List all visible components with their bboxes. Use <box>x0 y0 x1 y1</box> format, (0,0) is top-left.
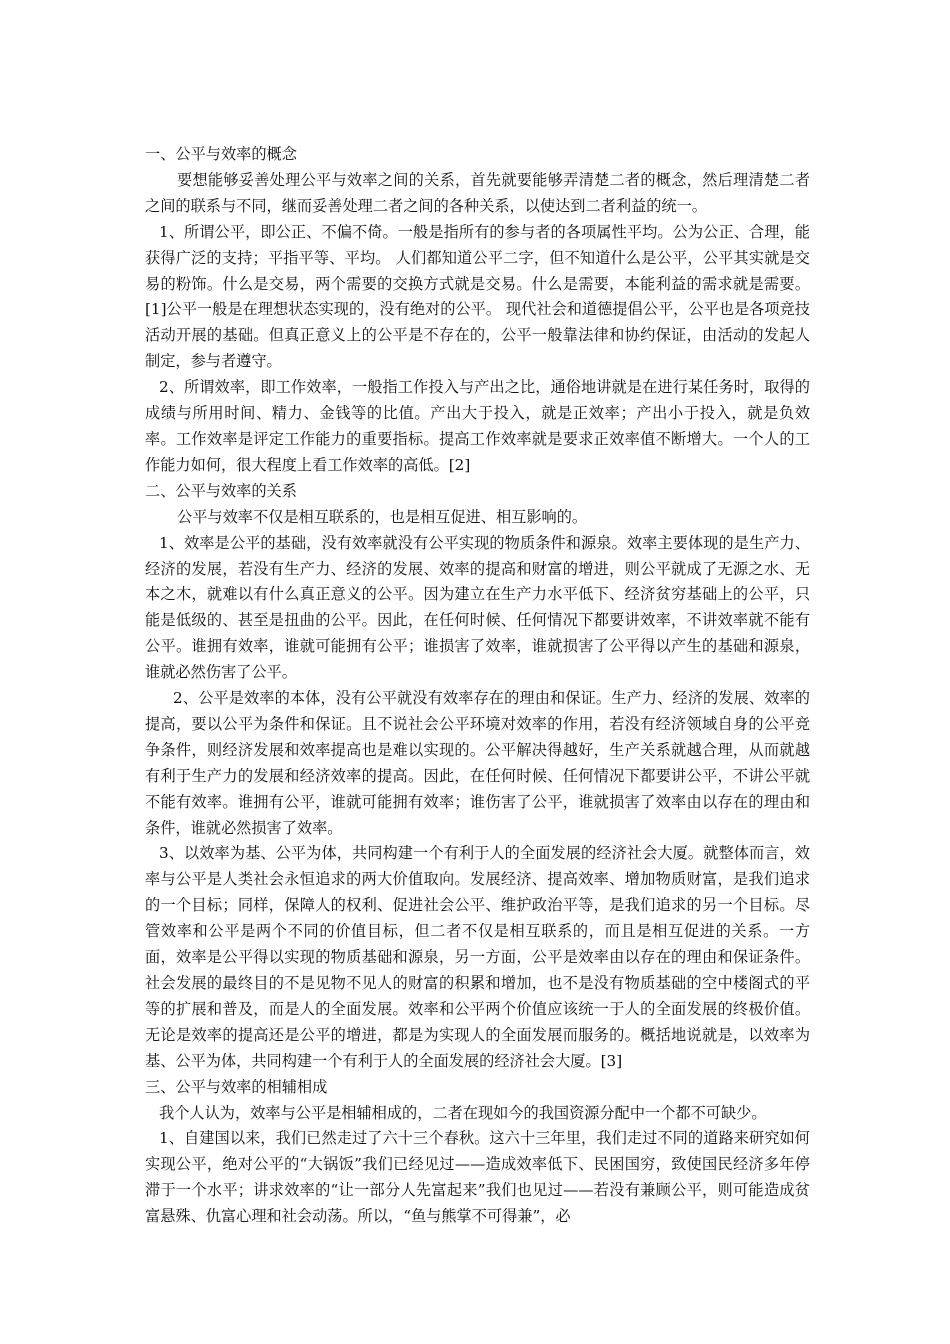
section-heading-2: 二、公平与效率的关系 <box>145 481 297 500</box>
document-body <box>145 142 810 1230</box>
paragraph-opinion: 我个人认为，效率与公平是相辅相成的，二者在现如今的我国资源分配中一个都不可缺少。 <box>159 1103 767 1122</box>
paragraph-efficiency-definition: 2、所谓效率，即工作效率，一般指工作投入与产出之比，通俗地讲就是在进行某任务时，取得的成绩与所用时间、精力、金钱等的比值。产出大于投入，就是正效率；产出小于投入，就是负效率。工作效率是评定工作能力的重要指标。提高工作效率就是要求正效率值不断增大。一个人的工作能力如何，很大程度上看工作效率的高低。[2] <box>145 378 810 474</box>
paragraph-relation-3: 3、以效率为基、公平为体，共同构建一个有利于人的全面发展的经济社会大厦。就整体而言，效率与公平是人类社会永恒追求的两大价值取向。发展经济、提高效率、增加物质财富，是我们追求的一个目标；同样，保障人的权利、促进社会公平、维护政治平等，是我们追求的另一个目标。尽管效率和公平是两个不同的价值目标，但二者不仅是相互联系的，而且是相互促进的关系。一方面，效率是公平得以实现的物质基础和源泉，另一方面，公平是效率由以存在的理由和保证条件。社会发展的最终目的不是见物不见人的财富的积累和增加，也不是没有物质基础的空中楼阁式的平等的扩展和普及，而是人的全面发展。效率和公平两个价值应该统一于人的全面发展的终极价值。无论是效率的提高还是公平的增进，都是为实现人的全面发展而服务的。概括地说就是，以效率为基、公平为体，共同构建一个有利于人的全面发展的经济社会大厦。[3] <box>145 844 810 1070</box>
section-heading-3: 三、公平与效率的相辅相成 <box>145 1077 328 1096</box>
paragraph-relation-intro: 公平与效率不仅是相互联系的，也是相互促进、相互影响的。 <box>177 507 588 526</box>
paragraph-history: 1、自建国以来，我们已然走过了六十三个春秋。这六十三年里，我们走过不同的道路来研究如何实现公平，绝对公平的“大锅饭”我们已经见过——造成效率低下、民困国穷，致使国民经济多年停滞于一个水平；讲求效率的“让一部分人先富起来”我们也见过——若没有兼顾公平，则可能造成贫富悬殊、仇富心理和社会动荡。所以，“鱼与熊掌不可得兼”，必 <box>145 1129 810 1226</box>
paragraph-intro: 要想能够妥善处理公平与效率之间的关系，首先就要能够弄清楚二者的概念，然后理清楚二者之间的联系与不同，继而妥善处理二者之间的各种关系，以使达到二者利益的统一。 <box>145 170 810 215</box>
paragraph-relation-2: 2、公平是效率的本体，没有公平就没有效率存在的理由和保证。生产力、经济的发展、效率的提高，要以公平为条件和保证。且不说社会公平环境对效率的作用，若没有经济领域自身的公平竞争条件，则经济发展和效率提高也是难以实现的。公平解决得越好，生产关系就越合理，从而就越有利于生产力的发展和经济效率的提高。因此，在任何时候、任何情况下都要讲公平，不讲公平就不能有效率。谁拥有公平，谁就可能拥有效率；谁伤害了公平，谁就损害了效率由以存在的理由和条件，谁就必然损害了效率。 <box>145 689 810 837</box>
section-heading-1: 一、公平与效率的概念 <box>145 145 297 163</box>
paragraph-fairness-definition: 1、所谓公平，即公正、不偏不倚。一般是指所有的参与者的各项属性平均。公为公正、合理，能获得广泛的支持；平指平等、平均。 人们都知道公平二字，但不知道什么是公平，公平其实就是交易的粉饰。什么是交易，两个需要的交换方式就是交易。什么是需要，本能利益的需求就是需要。[1]公平一般是在理想状态实现的，没有绝对的公平。 现代社会和道德提倡公平，公平也是各项竞技活动开展的基础。但真正意义上的公平是不存在的，公平一般靠法律和协约保证，由活动的发起人制定，参与者遵守。 <box>145 222 810 371</box>
paragraph-relation-1: 1、效率是公平的基础，没有效率就没有公平实现的物质条件和源泉。效率主要体现的是生产力、经济的发展，若没有生产力、经济的发展、效率的提高和财富的增进，则公平就成了无源之水、无本之木，就难以有什么真正意义的公平。因为建立在生产力水平低下、经济贫穷基础上的公平，只能是低级的、甚至是扭曲的公平。因此，在任何时候、任何情况下都要讲效率，不讲效率就不能有公平。谁拥有效率，谁就可能拥有公平；谁损害了效率，谁就损害了公平得以产生的基础和源泉，谁就必然伤害了公平。 <box>145 533 810 682</box>
